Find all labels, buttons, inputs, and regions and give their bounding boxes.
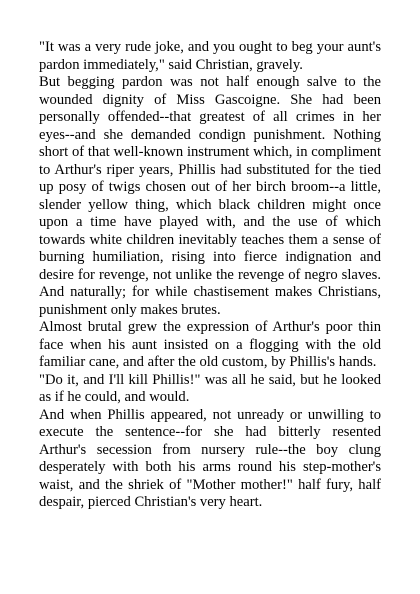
paragraph-begging-pardon: But begging pardon was not half enough salve to the wounded dignity of Miss Gascoigne. She had been personally offended--that greatest of all crimes in her eyes--and she demanded condign punishment. Nothing short of that well-known instrument which, in compliment to Arthur's riper years, Phillis had substituted for the tied up posy of twigs chosen out of her birch broom--a little, slender yellow thing, which black children might once upon a time have played with, and the use of which towards white children inevitably teaches them a sense of burning humiliation, rising into fierce indignation and desire for revenge, not unlike the revenge of negro slaves. And naturally; for while chastisement makes Christians, punishment only makes brutes.	[39, 74, 381, 318]
paragraph-mother-shriek: And when Phillis appeared, not unready or unwilling to execute the sentence--for she had bitterly resented Arthur's secession from nursery rule--the boy clung desperately with both his arms round his step-mother's waist, and the shriek of "Mother mother!" half fury, half despair, pierced Christian's very heart.	[39, 406, 381, 510]
paragraph-aunts-pardon: "It was a very rude joke, and you ought to beg your aunt's pardon immediately," said Christian, gravely.	[39, 39, 381, 73]
book-page	[39, 39, 381, 512]
paragraph-kill-phillis: "Do it, and I'll kill Phillis!" was all he said, but he looked as if he could, and would.	[39, 371, 381, 405]
paragraph-brutal-expression: Almost brutal grew the expression of Arthur's poor thin face when his aunt insisted on a flogging with the old familiar cane, and after the old custom, by Phillis's hands.	[39, 319, 381, 370]
